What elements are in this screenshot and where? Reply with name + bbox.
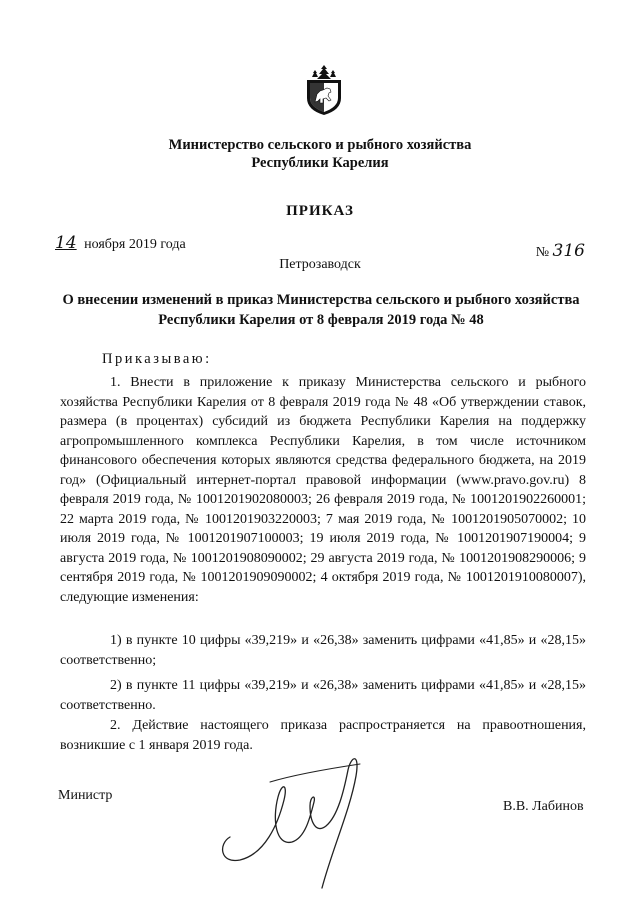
order-subject: О внесении изменений в приказ Министерства сельского и рыбного хозяйства Республики Карелия от 8 февраля 2019 года № 48	[62, 292, 580, 328]
paragraph-item-1: 1. Внести в приложение к приказу Министерства сельского и рыбного хозяйства Республики Карелия от 8 февраля 2019 года № 48 «Об утверждении ставок, размера (в процентах) субсидий из бюджета Республики Карелия на поддержку агропромышленного комплекса Республики Карелия, в том числе источником финансового обеспечения которых являются средства федерального бюджета, на 2019 год» (Официальный интернет-портал правовой информации (www.pravo.gov.ru) 8 февраля 2019 года, № 1001201902080003; 26 февраля 2019 года, № 1001201902260001; 22 марта 2019 года, № 1001201903220003; 7 мая 2019 года, № 1001201905070002; 10 июля 2019 года, № 1001201907100003; 19 июля 2019 года, № 1001201907190004; 9 августа 2019 года, № 1001201908090002; 29 августа 2019 года, № 1001201908290006; 9 сентября 2019 года, № 1001201909090002; 4 октября 2019 года, № 1001201910080007), следующие изменения:	[60, 375, 586, 605]
city: Петрозаводск	[279, 257, 361, 272]
ministry-name-line1: Министерство сельского и рыбного хозяйства	[168, 137, 472, 153]
paragraph-subitem-2: 2) в пункте 11 цифры «39,219» и «26,38» заменить цифрами «41,85» и «28,15» соответственно.	[60, 678, 586, 713]
order-date	[55, 233, 186, 253]
order-directive-word: Приказываю:	[102, 351, 212, 367]
handwritten-signature	[210, 742, 390, 892]
handwritten-number: 316	[552, 241, 585, 261]
paragraph-subitem-1: 1) в пункте 10 цифры «39,219» и «26,38» заменить цифрами «41,85» и «28,15» соответственно;	[60, 633, 586, 668]
signatory-position: Министр	[58, 788, 113, 803]
coat-of-arms-emblem	[301, 64, 347, 116]
order-title: ПРИКАЗ	[286, 203, 354, 219]
ministry-name-line2: Республики Карелия	[251, 155, 389, 171]
date-month-year: ноября 2019 года	[84, 237, 186, 252]
signatory-name: В.В. Лабинов	[503, 799, 584, 814]
paragraph-item-2: 2. Действие настоящего приказа распространяется на правоотношения, возникшие с 1 января 2019 года.	[60, 718, 586, 753]
handwritten-day: 14	[55, 233, 77, 253]
number-sign: №	[535, 245, 550, 260]
